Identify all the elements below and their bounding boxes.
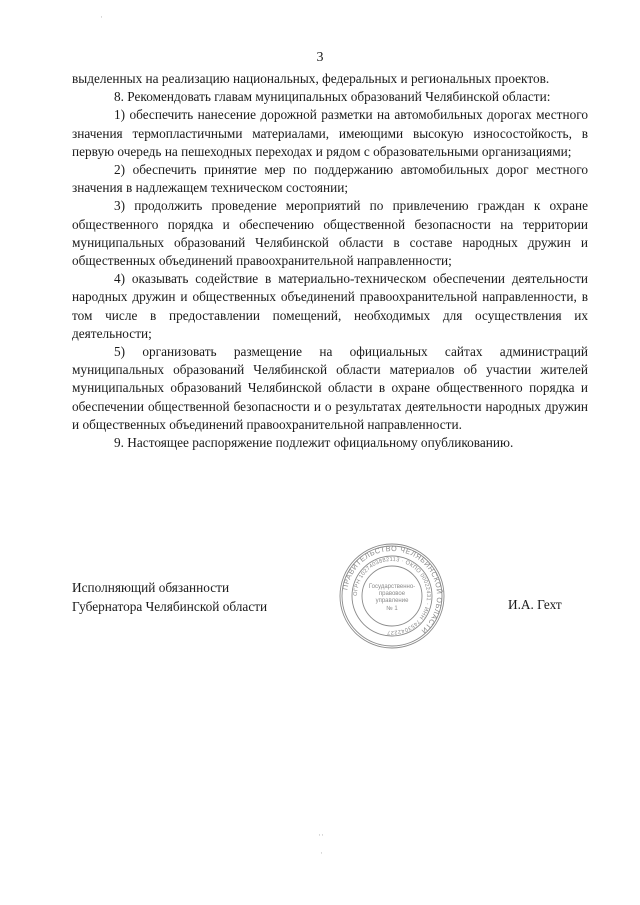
page-number: 3 — [316, 50, 324, 65]
stamp-middle-textpath: ОГРН 1027403882113 · ОКПО 00022431 · ИНН 7453042227 — [352, 556, 432, 636]
signatory-position — [72, 578, 267, 616]
paragraph: выделенных на реализацию национальных, федеральных и региональных проектов. — [72, 71, 550, 86]
paragraph: 9. Настоящее распоряжение подлежит официальному опубликованию. — [114, 435, 514, 451]
scan-speck: ·· — [318, 830, 324, 840]
stamp-center-line: управление — [375, 598, 409, 604]
stamp-center-line: правовое — [378, 591, 406, 597]
scan-speck: · — [100, 12, 103, 22]
paragraph: 4) оказывать содействие в материально-техническом обеспечении деятельности народных дружин и общественных объединений правоохранительной направленности, в том числе в предоставлении помещений, необходимых для осуществления их деятельности; — [72, 271, 588, 341]
paragraph: 8. Рекомендовать главам муниципальных образований Челябинской области: — [114, 89, 551, 105]
signatory-position-line: Исполняющий обязанности — [72, 580, 230, 595]
stamp-center-line: № 1 — [386, 606, 398, 612]
document-body — [72, 70, 588, 452]
paragraph: 1) обеспечить нанесение дорожной разметки на автомобильных дорогах местного значения термопластичными материалами, имеющими высокую износостойкость, в первую очередь на пешеходных переходах и рядом с образовательными организациями; — [72, 107, 588, 159]
stamp-outer-textpath: ПРАВИТЕЛЬСТВО ЧЕЛЯБИНСКОЙ ОБЛАСТИ — [340, 543, 445, 636]
signatory-position-line: Губернатора Челябинской области — [72, 599, 268, 614]
paragraph: 2) обеспечить принятие мер по поддержанию автомобильных дорог местного значения в надлежащем техническом состоянии; — [72, 162, 588, 196]
signatory-name: И.А. Гехт — [508, 597, 562, 612]
paragraph: 3) продолжить проведение мероприятий по привлечению граждан к охране общественного порядка и обеспечению общественной безопасности на территории муниципальных образований Челябинской области в составе народных дружин и общественных объединений правоохранительной направленности; — [72, 198, 588, 269]
stamp-center-text — [369, 584, 415, 612]
official-seal-stamp — [338, 542, 446, 650]
scan-speck: · — [320, 848, 323, 858]
paragraph: 5) организовать размещение на официальных сайтах администраций муниципальных образований Челябинской области материалов об участии жителей муниципальных образований Челябинской области в охране общественного порядка и обеспечении общественной безопасности и о результатах деятельности народных дружин и общественных объединений правоохранительной направленности. — [72, 344, 588, 432]
stamp-center-line: Государственно- — [368, 584, 416, 590]
